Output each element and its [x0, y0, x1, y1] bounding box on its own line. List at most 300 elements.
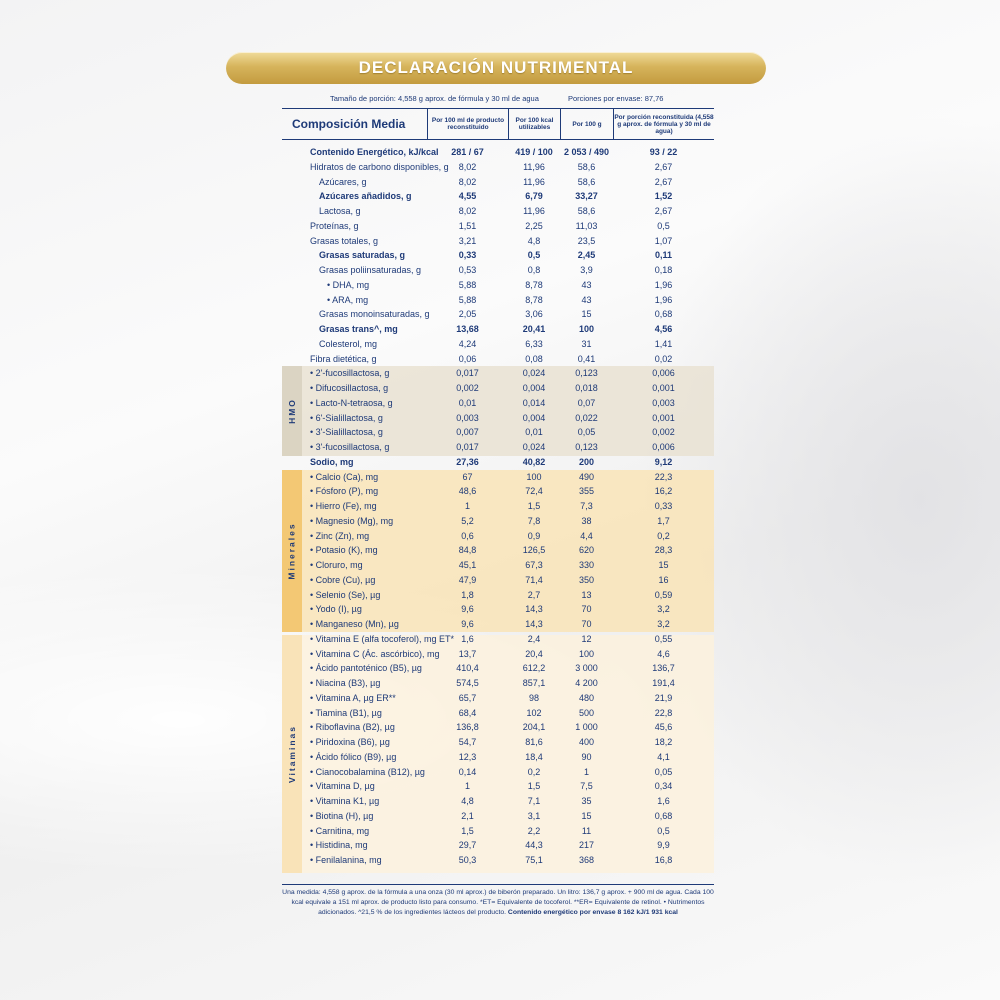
nutrient-value: 0,8: [527, 265, 541, 275]
nutrient-value: 136,7: [652, 663, 675, 674]
nutrient-value: 2,7: [527, 589, 541, 600]
nutrient-value: 0,41: [577, 353, 596, 364]
nutrient-value: 0,024: [522, 368, 546, 379]
table-row: [282, 809, 714, 824]
nutrient-value: 11: [581, 825, 592, 836]
nutrient-value: 200: [578, 456, 595, 467]
page-title: DECLARACIÓN NUTRIMENTAL: [358, 58, 634, 77]
nutrient-value: 1,5: [527, 781, 541, 792]
nutrient-value: 13,7: [458, 648, 477, 659]
nutrient-value: 8,02: [458, 161, 477, 172]
nutrient-value: 93 / 22: [649, 147, 678, 157]
nutrient-value: 620: [578, 545, 595, 556]
nutrient-value: 2,25: [525, 220, 543, 231]
nutrient-value: 2,4: [527, 633, 541, 644]
nutrient-value: 0,017: [456, 442, 479, 452]
nutrient-label: • Piridoxina (B6), µg: [310, 737, 390, 747]
header-per-portion: Por porción reconstituida (4,558 g aprox. de fórmula y 30 ml de agua): [613, 109, 714, 139]
nutrient-value: 126,5: [522, 545, 546, 556]
table-row: [282, 381, 714, 396]
table-row: [282, 529, 714, 544]
table-row: [282, 470, 714, 485]
nutrient-label: • Fenilalanina, mg: [310, 855, 382, 865]
nutrient-value: 14,3: [525, 604, 543, 615]
nutrient-value: 45,6: [654, 722, 673, 733]
nutrient-value: 8,78: [525, 279, 543, 290]
nutrient-value: 368: [578, 855, 595, 865]
nutrient-value: 71,4: [525, 574, 543, 585]
nutrient-label: • Histidina, mg: [310, 840, 368, 851]
nutrient-value: 40,82: [522, 456, 546, 467]
nutrient-value: 22,8: [654, 707, 673, 718]
nutrient-label: Sodio, mg: [310, 456, 354, 467]
nutrient-value: 0,08: [525, 353, 543, 364]
nutrient-label: • Manganeso (Mn), µg: [310, 619, 399, 629]
nutrient-value: 204,1: [522, 722, 546, 733]
nutrient-value: 4,1: [657, 751, 670, 762]
header-per-100g: Por 100 g: [560, 109, 613, 139]
nutrient-value: 419 / 100: [515, 147, 553, 157]
nutrient-label: • Cianocobalamina (B12), µg: [310, 766, 425, 777]
nutrient-value: 67: [462, 471, 473, 482]
nutrient-value: 8,78: [525, 294, 543, 305]
nutrient-value: 9,9: [657, 840, 670, 851]
nutrient-value: 3,9: [580, 265, 593, 275]
nutrient-value: 3,1: [527, 810, 541, 821]
nutrient-value: 612,2: [522, 663, 546, 674]
table-row: [282, 204, 714, 219]
nutrient-value: 0,006: [652, 442, 675, 452]
portions-per-pack: Porciones por envase: 87,76: [568, 94, 664, 103]
nutrient-value: 70: [581, 604, 592, 615]
nutrient-value: 44,3: [525, 840, 543, 851]
nutrient-value: 100: [526, 471, 542, 482]
nutrient-value: 574,5: [456, 678, 479, 688]
table-row: [282, 706, 714, 721]
nutrient-label: • Tiamina (B1), µg: [310, 707, 382, 718]
table-row: [282, 396, 714, 411]
footnote-text: Una medida: 4,558 g aprox. de la fórmula a una onza (30 ml aprox.) de biberón preparado. Un litro: 136,7 g aprox. + 900 ml de agua. Cada 100 kcal equivale a 151 ml aprox. de producto listo para consumo. *ET= Equivalente de tocoferol. **ER= Equivalente de retinol. • Nutrimentos adicionados. ^21,5 % de los ingredientes lácteos del producto.: [282, 889, 714, 916]
nutrient-value: 58,6: [577, 206, 596, 216]
title-banner: [226, 52, 766, 84]
nutrient-value: 1,6: [657, 796, 670, 806]
nutrient-label: Grasas poliinsaturadas, g: [319, 265, 422, 275]
nutrient-value: 1,7: [657, 515, 670, 526]
nutrient-value: 4,55: [458, 191, 477, 202]
nutrient-value: 47,9: [458, 574, 477, 585]
vitaminas-label: Vitaminas: [287, 724, 298, 784]
nutrient-value: 0,07: [577, 397, 596, 408]
nutrient-label: • Vitamina C (Ác. ascórbico), mg: [310, 648, 440, 659]
nutrient-value: 28,3: [654, 545, 673, 556]
nutrient-value: 2,67: [654, 161, 673, 172]
nutrient-value: 11,96: [523, 161, 545, 172]
nutrient-value: 18,2: [654, 737, 673, 747]
nutrient-value: 0,003: [456, 412, 479, 423]
nutrient-value: 68,4: [458, 707, 477, 718]
nutrient-label: • 2'-fucosillactosa, g: [310, 368, 390, 379]
nutrient-label: • Calcio (Ca), mg: [310, 471, 379, 482]
nutrient-value: 350: [578, 574, 595, 585]
nutrient-value: 0,002: [456, 383, 479, 393]
nutrient-label: Hidratos de carbono disponibles, g: [310, 161, 449, 172]
table-row: [282, 617, 714, 632]
nutrient-value: 15: [581, 309, 592, 320]
nutrient-value: 0,59: [654, 589, 673, 600]
nutrient-value: 500: [578, 707, 595, 718]
header-composition: Composición Media: [292, 116, 406, 131]
nutrient-value: 0,33: [458, 250, 477, 261]
table-row: [282, 632, 714, 647]
table-row: [282, 558, 714, 573]
nutrient-value: 0,9: [527, 530, 541, 541]
nutrient-label: • Magnesio (Mg), mg: [310, 515, 394, 526]
nutrient-value: 22,3: [654, 471, 673, 482]
nutrient-value: 65,7: [458, 692, 477, 703]
nutrient-value: 3,2: [657, 604, 670, 615]
nutrient-value: 2,05: [458, 309, 477, 320]
nutrient-value: 0,004: [522, 412, 546, 423]
nutrient-value: 12,3: [458, 751, 477, 762]
nutrient-value: 1,41: [654, 338, 673, 349]
nutrient-value: 4,4: [580, 530, 593, 541]
table-row: [282, 455, 714, 470]
nutrient-value: 1 000: [575, 722, 598, 733]
nutrient-value: 0,2: [657, 530, 670, 541]
nutrient-value: 43: [581, 294, 592, 305]
nutrient-label: • Vitamina A, µg ER**: [310, 692, 396, 703]
nutrient-label: Contenido Energético, kJ/kcal: [310, 147, 439, 157]
nutrient-value: 490: [578, 471, 595, 482]
nutrient-value: 2,45: [577, 250, 596, 261]
nutrient-label: • 3'-Sialillactosa, g: [310, 427, 383, 438]
nutrient-label: • Hierro (Fe), mg: [310, 501, 377, 511]
nutrient-value: 0,123: [575, 368, 598, 379]
nutrient-value: 31: [581, 338, 592, 349]
table-header: [282, 108, 714, 140]
nutrient-value: 136,8: [456, 722, 479, 733]
table-row: [282, 234, 714, 249]
nutrient-label: Grasas monoinsaturadas, g: [319, 309, 430, 320]
nutrient-label: • Vitamina E (alfa tocoferol), mg ET*: [310, 633, 455, 644]
nutrient-value: 8,02: [458, 176, 477, 187]
nutrient-value: 0,024: [522, 442, 546, 452]
nutrient-value: 4,6: [657, 648, 670, 659]
nutrient-value: 0,017: [456, 368, 479, 379]
table-row: [282, 175, 714, 190]
nutrient-value: 0,55: [654, 633, 673, 644]
nutrient-value: 45,1: [458, 560, 477, 570]
nutrient-value: 18,4: [525, 751, 543, 762]
table-row: [282, 411, 714, 426]
table-row: [282, 322, 714, 337]
nutrient-value: 0,14: [458, 766, 477, 777]
nutrient-value: 2,67: [654, 176, 673, 187]
nutrient-value: 5,2: [461, 515, 474, 526]
hmo-label: HMO: [287, 398, 297, 424]
table-row: [282, 293, 714, 308]
nutrient-label: • 3'-fucosillactosa, g: [310, 442, 390, 452]
nutrient-value: 58,6: [577, 176, 596, 187]
nutrient-value: 480: [578, 692, 595, 703]
nutrient-value: 81,6: [525, 737, 543, 747]
nutrient-value: 2,1: [461, 810, 474, 821]
nutrient-value: 9,6: [461, 619, 474, 629]
nutrient-value: 1,96: [654, 294, 673, 305]
nutrient-value: 12: [581, 633, 592, 644]
nutrient-value: 2,67: [654, 206, 673, 216]
nutrient-label: Azúcares, g: [319, 176, 367, 187]
nutrient-value: 90: [581, 751, 592, 762]
nutrient-value: 1,5: [461, 825, 474, 836]
nutrient-value: 4,24: [458, 338, 477, 349]
nutrient-value: 1,5: [527, 501, 541, 511]
table-row: [282, 647, 714, 662]
nutrient-value: 355: [578, 486, 595, 497]
nutrient-value: 50,3: [458, 855, 477, 865]
nutrient-value: 0,5: [657, 825, 670, 836]
nutrient-label: • Vitamina D, µg: [310, 781, 375, 792]
nutrient-value: 400: [578, 737, 595, 747]
nutrient-value: 4,56: [654, 324, 673, 334]
header-per-100ml: Por 100 ml de producto reconstituido: [427, 109, 508, 139]
table-row: [282, 189, 714, 204]
nutrient-label: Lactosa, g: [319, 206, 361, 216]
nutrient-value: 0,02: [654, 353, 673, 364]
nutrient-label: • ARA, mg: [327, 294, 369, 305]
nutrient-value: 27,36: [456, 456, 479, 467]
table-row: [282, 514, 714, 529]
nutrient-value: 21,9: [654, 692, 673, 703]
nutrient-label: • Yodo (I), µg: [310, 604, 362, 615]
table-row: [282, 543, 714, 558]
table-row: [282, 661, 714, 676]
nutrient-value: 14,3: [525, 619, 543, 629]
table-row: [282, 588, 714, 603]
minerales-label: Minerales: [287, 522, 297, 580]
nutrient-label: • Fósforo (P), mg: [310, 486, 379, 497]
nutrient-label: Azúcares añadidos, g: [319, 191, 412, 202]
table-row: [282, 691, 714, 706]
nutrient-value: 16,2: [654, 486, 673, 497]
nutrient-label: • Biotina (H), µg: [310, 810, 374, 821]
table-row: [282, 248, 714, 263]
nutrient-label: • Difucosillactosa, g: [310, 383, 389, 393]
nutrient-value: 84,8: [458, 545, 477, 556]
portion-size: Tamaño de porción: 4,558 g aprox. de fórmula y 30 ml de agua: [330, 94, 539, 103]
nutrient-value: 48,6: [458, 486, 477, 497]
nutrient-value: 0,68: [654, 309, 673, 320]
nutrient-label: • Potasio (K), mg: [310, 545, 378, 556]
header-per-100kcal: Por 100 kcal utilizables: [508, 109, 560, 139]
table-row: [282, 307, 714, 322]
nutrient-value: 4,8: [461, 796, 474, 806]
table-row: [282, 838, 714, 853]
nutrient-value: 7,5: [580, 781, 593, 792]
nutrient-value: 0,01: [458, 397, 477, 408]
nutrient-value: 0,002: [652, 427, 675, 438]
nutrient-value: 0,05: [654, 766, 673, 777]
nutrient-value: 1,96: [654, 279, 673, 290]
nutrient-value: 0,5: [527, 250, 541, 261]
nutrient-label: • 6'-Sialillactosa, g: [310, 412, 383, 423]
table-body: [282, 145, 714, 868]
table-row: [282, 484, 714, 499]
table-row: [282, 499, 714, 514]
nutrient-value: 1: [464, 781, 470, 792]
nutrient-value: 72,4: [525, 486, 543, 497]
nutrient-label: • Cloruro, mg: [310, 560, 363, 570]
nutrient-value: 13,68: [456, 324, 479, 334]
nutrient-value: 0,001: [652, 383, 675, 393]
nutrient-value: 1,52: [654, 191, 673, 202]
nutrient-value: 0,34: [654, 781, 673, 792]
footnote: [282, 884, 714, 918]
nutrient-value: 5,88: [458, 279, 477, 290]
table-row: [282, 278, 714, 293]
nutrient-value: 330: [578, 560, 595, 570]
nutrient-value: 23,5: [577, 235, 596, 246]
nutrient-label: Grasas totales, g: [310, 235, 379, 246]
table-row: [282, 824, 714, 839]
nutrient-value: 1,8: [461, 589, 474, 600]
nutrient-value: 7,8: [527, 515, 541, 526]
table-row: [282, 765, 714, 780]
nutrient-value: 16,8: [654, 855, 673, 865]
nutrient-value: 0,06: [458, 353, 477, 364]
nutrient-value: 13: [581, 589, 592, 600]
nutrient-value: 217: [578, 840, 595, 851]
nutrient-value: 98: [528, 692, 539, 703]
nutrient-label: • Zinc (Zn), mg: [310, 530, 370, 541]
nutrient-value: 0,68: [654, 810, 673, 821]
nutrient-value: 100: [578, 324, 595, 334]
nutrient-label: • Ácido fólico (B9), µg: [310, 751, 397, 762]
nutrient-value: 0,004: [522, 383, 546, 393]
nutrient-label: • Lacto-N-tetraosa, g: [310, 397, 393, 408]
table-row: [282, 720, 714, 735]
table-row: [282, 794, 714, 809]
table-row: [282, 779, 714, 794]
nutrient-value: 3,2: [657, 619, 670, 629]
nutrient-value: 1: [583, 766, 589, 777]
nutrient-value: 20,41: [522, 324, 546, 334]
nutrient-value: 9,12: [654, 456, 673, 467]
nutrient-value: 20,4: [525, 648, 543, 659]
nutrient-value: 0,003: [652, 397, 675, 408]
nutrient-value: 70: [581, 619, 592, 629]
nutrient-label: • DHA, mg: [327, 279, 370, 290]
footnote-energy: Contenido energético por envase 8 162 kJ/1 931 kcal: [507, 909, 678, 916]
nutrient-value: 58,6: [577, 161, 596, 172]
nutrient-value: 7,1: [527, 796, 541, 806]
nutrient-value: 5,88: [458, 294, 477, 305]
table-row: [282, 853, 714, 868]
nutrient-value: 2 053 / 490: [563, 147, 610, 157]
nutrient-value: 11,96: [523, 206, 545, 216]
nutrient-value: 0,05: [577, 427, 596, 438]
nutrient-value: 15: [658, 560, 669, 570]
nutrient-value: 410,4: [456, 663, 479, 674]
nutrient-value: 0,001: [652, 412, 675, 423]
nutrient-value: 0,007: [456, 427, 479, 438]
table-row: [282, 440, 714, 455]
nutrient-label: Colesterol, mg: [319, 338, 378, 349]
nutrient-label: • Carnitina, mg: [310, 825, 370, 836]
nutrient-value: 1,51: [458, 220, 477, 231]
nutrient-value: 1: [464, 501, 470, 511]
nutrient-value: 102: [526, 707, 542, 718]
nutrient-label: • Riboflavina (B2), µg: [310, 722, 395, 733]
nutrient-label: Fibra dietética, g: [310, 353, 377, 364]
nutrient-value: 3,06: [525, 309, 543, 320]
nutrient-value: 29,7: [458, 840, 477, 851]
nutrient-label: • Vitamina K1, µg: [310, 796, 380, 806]
table-row: [282, 352, 714, 367]
nutrient-value: 191,4: [652, 678, 675, 688]
nutrient-value: 16: [658, 574, 669, 585]
nutrient-value: 9,6: [461, 604, 474, 615]
table-row: [282, 735, 714, 750]
table-row: [282, 160, 714, 175]
nutrient-value: 6,79: [525, 191, 543, 202]
nutrient-value: 0,6: [461, 530, 474, 541]
nutrient-value: 0,11: [654, 250, 673, 261]
nutrient-value: 67,3: [525, 560, 543, 570]
nutrient-value: 281 / 67: [451, 147, 484, 157]
table-row: [282, 750, 714, 765]
nutrient-value: 0,18: [654, 265, 673, 275]
nutrient-value: 4 200: [575, 678, 598, 688]
nutrient-value: 75,1: [525, 855, 543, 865]
nutrient-value: 54,7: [458, 737, 477, 747]
table-row: [282, 676, 714, 691]
nutrient-value: 43: [581, 279, 592, 290]
nutrient-value: 1,07: [654, 235, 673, 246]
nutrient-label: • Ácido pantoténico (B5), µg: [310, 663, 422, 674]
nutrient-value: 0,5: [657, 220, 670, 231]
nutrient-value: 2,2: [527, 825, 541, 836]
table-row: [282, 573, 714, 588]
table-row: [282, 263, 714, 278]
nutrient-value: 8,02: [458, 206, 477, 216]
table-row: [282, 145, 714, 160]
table-row: [282, 219, 714, 234]
nutrient-value: 0,014: [522, 397, 546, 408]
nutrient-value: 3,21: [458, 235, 477, 246]
nutrient-value: 1,6: [461, 633, 474, 644]
nutrient-value: 0,123: [575, 442, 598, 452]
nutrient-value: 15: [581, 810, 592, 821]
nutrient-value: 33,27: [575, 191, 598, 202]
nutrient-value: 0,2: [527, 766, 541, 777]
nutrient-label: Grasas trans^, mg: [319, 324, 398, 334]
nutrient-value: 0,006: [652, 368, 675, 379]
table-row: [282, 366, 714, 381]
nutrient-value: 6,33: [525, 338, 543, 349]
nutrient-value: 0,01: [525, 427, 543, 438]
nutrient-value: 35: [581, 796, 592, 806]
nutrient-value: 11,03: [575, 220, 598, 231]
nutrient-label: • Niacina (B3), µg: [310, 678, 381, 688]
nutrient-value: 7,3: [580, 501, 593, 511]
nutrient-value: 38: [581, 515, 592, 526]
nutrient-value: 0,018: [575, 383, 598, 393]
nutrient-value: 4,8: [527, 235, 541, 246]
nutrient-value: 11,96: [523, 176, 545, 187]
table-row: [282, 337, 714, 352]
nutrient-label: Grasas saturadas, g: [319, 250, 406, 261]
